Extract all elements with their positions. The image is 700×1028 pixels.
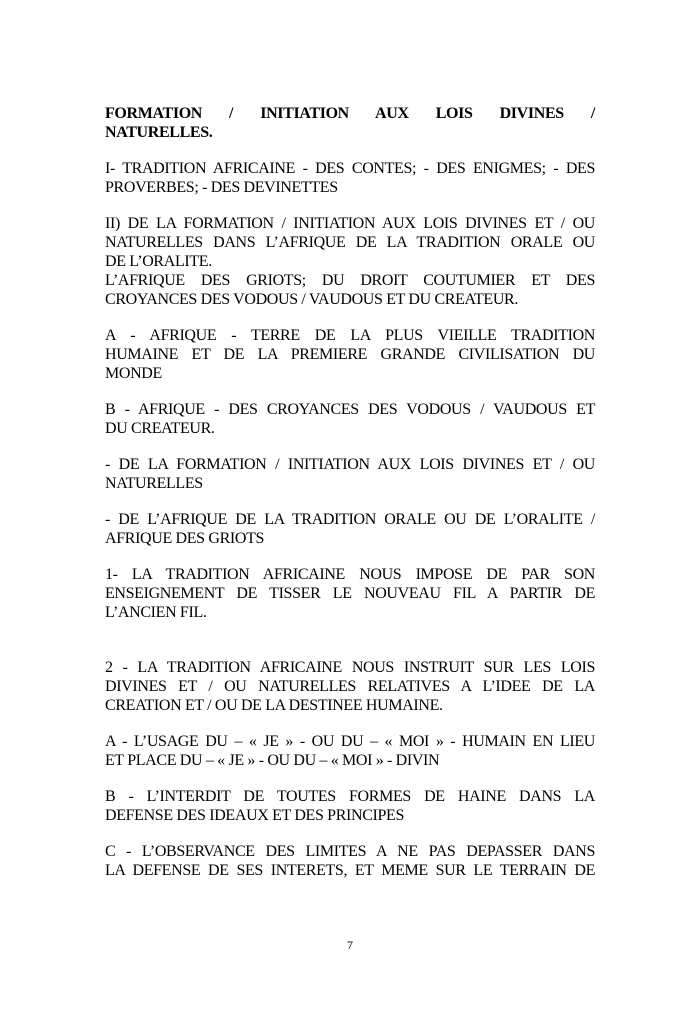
text-line: AFRIQUE DES GRIOTS xyxy=(105,530,265,547)
paragraph-tradition-africaine xyxy=(105,159,595,197)
text-line: A - AFRIQUE - TERRE DE LA PLUS VIEILLE TRADITION xyxy=(105,327,595,344)
document-page xyxy=(105,104,595,897)
paragraph-point-2-c xyxy=(105,842,595,880)
text-line: PROVERBES; - DES DEVINETTES xyxy=(105,179,338,196)
paragraph-point-2-b xyxy=(105,787,595,825)
paragraph-formation-initiation xyxy=(105,214,595,309)
text-line: ET PLACE DU – « JE » - OU DU – « MOI » - DIVIN xyxy=(105,752,440,769)
text-line: DE L’ORALITE. xyxy=(105,253,212,270)
paragraph-point-1 xyxy=(105,565,595,622)
text-line: 2 - LA TRADITION AFRICAINE NOUS INSTRUIT SUR LES LOIS xyxy=(105,659,595,676)
paragraph-point-2-a xyxy=(105,732,595,770)
text-line: L’AFRIQUE DES GRIOTS; DU DROIT COUTUMIER ET DES xyxy=(105,272,595,289)
text-line: A - L’USAGE DU – « JE » - OU DU – « MOI » - HUMAIN EN LIEU xyxy=(105,733,595,750)
text-line: I- TRADITION AFRICAINE - DES CONTES; - DES ENIGMES; - DES xyxy=(105,160,595,177)
text-line: DEFENSE DES IDEAUX ET DES PRINCIPES xyxy=(105,807,405,824)
text-line: II) DE LA FORMATION / INITIATION AUX LOIS DIVINES ET / OU xyxy=(105,215,595,232)
text-line: CROYANCES DES VODOUS / VAUDOUS ET DU CREATEUR. xyxy=(105,291,519,308)
text-line: L’ANCIEN FIL. xyxy=(105,604,207,621)
text-line: LA DEFENSE DE SES INTERETS, ET MEME SUR LE TERRAIN DE xyxy=(105,862,595,879)
text-line: HUMAINE ET DE LA PREMIERE GRANDE CIVILISATION DU xyxy=(105,346,595,363)
paragraph-tradition-orale xyxy=(105,510,595,548)
paragraph-section-b xyxy=(105,400,595,438)
document-title xyxy=(105,104,595,142)
title-line: FORMATION / INITIATION AUX LOIS DIVINES / xyxy=(105,105,595,122)
text-line: - DE LA FORMATION / INITIATION AUX LOIS DIVINES ET / OU xyxy=(105,456,595,473)
text-line: NATURELLES DANS L’AFRIQUE DE LA TRADITION ORALE OU xyxy=(105,234,595,251)
title-line: NATURELLES. xyxy=(105,124,213,141)
text-line: DU CREATEUR. xyxy=(105,420,215,437)
paragraph-section-a xyxy=(105,326,595,383)
text-line: C - L’OBSERVANCE DES LIMITES A NE PAS DEPASSER DANS xyxy=(105,843,595,860)
text-line: CREATION ET / OU DE LA DESTINEE HUMAINE. xyxy=(105,697,443,714)
text-line: NATURELLES xyxy=(105,475,203,492)
text-line: 1- LA TRADITION AFRICAINE NOUS IMPOSE DE PAR SON xyxy=(105,566,595,583)
paragraph-formation-lois xyxy=(105,455,595,493)
text-line: MONDE xyxy=(105,365,162,382)
text-line: B - L’INTERDIT DE TOUTES FORMES DE HAINE DANS LA xyxy=(105,788,595,805)
text-line: DIVINES ET / OU NATURELLES RELATIVES A L’IDEE DE LA xyxy=(105,678,595,695)
paragraph-point-2 xyxy=(105,658,595,715)
text-line: - DE L’AFRIQUE DE LA TRADITION ORALE OU DE L’ORALITE / xyxy=(105,511,595,528)
text-line: ENSEIGNEMENT DE TISSER LE NOUVEAU FIL A PARTIR DE xyxy=(105,585,595,602)
text-line: B - AFRIQUE - DES CROYANCES DES VODOUS / VAUDOUS ET xyxy=(105,401,595,418)
page-number: 7 xyxy=(347,938,353,952)
